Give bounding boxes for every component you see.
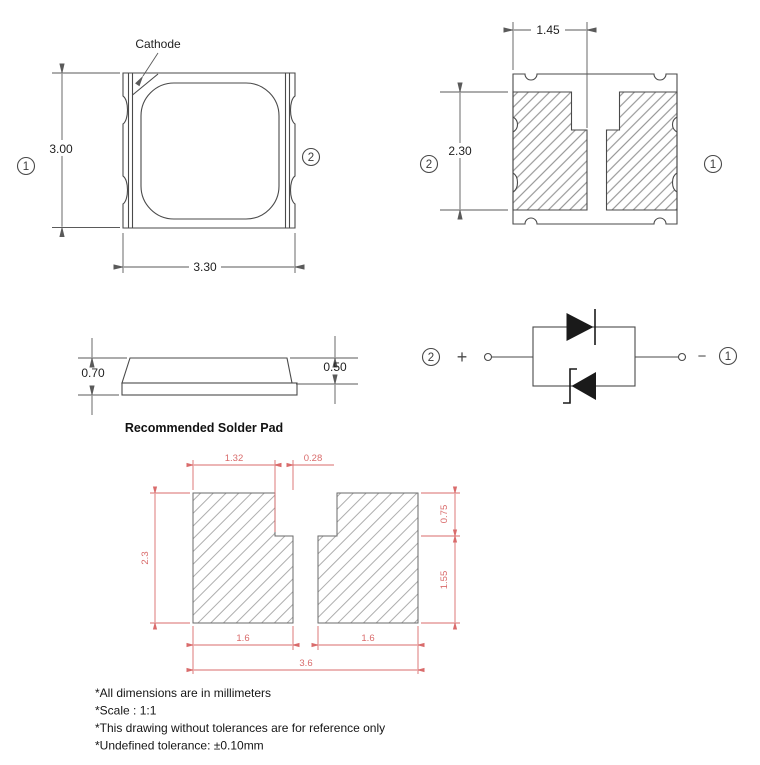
dim-1.45-label: 1.45 xyxy=(536,23,560,37)
dim-0.50-label: 0.50 xyxy=(323,360,347,374)
solder-pad-right xyxy=(318,493,418,623)
dim-2.30-label: 2.30 xyxy=(448,144,472,158)
bottom-terminal-2-digit: 2 xyxy=(425,159,433,171)
solder-pad-left xyxy=(193,493,293,623)
note-line-3: *This drawing without tolerances are for reference only xyxy=(95,721,386,735)
dim-1.32-label: 1.32 xyxy=(224,453,244,464)
bottom-view xyxy=(421,22,722,224)
minus-sign: − xyxy=(697,348,707,365)
terminal-1-digit: 1 xyxy=(22,161,30,173)
dim-3.00-label: 3.00 xyxy=(49,142,73,156)
circuit-terminal-2-digit: 2 xyxy=(427,352,435,364)
note-line-1: *All dimensions are in millimeters xyxy=(95,686,272,700)
notes-block xyxy=(95,686,385,753)
dim-0.70-label: 0.70 xyxy=(81,366,105,380)
solder-pad-title: Recommended Solder Pad xyxy=(124,421,284,435)
terminal-node-left xyxy=(485,354,492,361)
dimension-2.30 xyxy=(440,92,508,210)
dimension-0.50 xyxy=(323,336,347,404)
dimension-1.55 xyxy=(421,537,460,623)
circuit-diagram xyxy=(423,309,737,403)
dimension-width-3.30 xyxy=(123,233,295,274)
terminal-2-badge xyxy=(303,149,320,166)
parallel-branch-box xyxy=(533,327,635,386)
side-view xyxy=(78,336,358,435)
solder-pad-layout xyxy=(140,453,460,674)
side-base xyxy=(122,383,297,395)
dim-1.55-label: 1.55 xyxy=(439,570,450,590)
plus-sign: + xyxy=(456,347,468,367)
led-diode-icon xyxy=(567,309,596,345)
cathode-label: Cathode xyxy=(135,37,181,51)
dimension-0.70 xyxy=(81,338,105,415)
circuit-terminal-2-badge xyxy=(423,349,440,366)
circuit-terminal-1-digit: 1 xyxy=(724,351,732,363)
bottom-terminal-1-digit: 1 xyxy=(709,159,717,171)
dimension-2.3 xyxy=(140,493,190,623)
side-body xyxy=(122,358,292,383)
dim-0.75-label: 0.75 xyxy=(439,504,450,524)
top-view xyxy=(18,37,320,274)
note-line-2: *Scale : 1:1 xyxy=(95,703,157,718)
note-line-4: *Undefined tolerance: ±0.10mm xyxy=(95,738,264,753)
dimension-0.75 xyxy=(421,493,460,536)
dim-1.6-right-label: 1.6 xyxy=(361,633,375,644)
package-outline xyxy=(123,73,295,228)
dimension-1.6-left xyxy=(193,626,293,674)
terminal-node-right xyxy=(679,354,686,361)
terminal-2-digit: 2 xyxy=(307,152,315,164)
circuit-terminal-1-badge xyxy=(720,348,737,365)
dimension-0.28 xyxy=(267,453,334,490)
dimension-1.6-right xyxy=(318,626,418,674)
bottom-terminal-1-badge xyxy=(705,156,722,173)
dimension-3.6 xyxy=(194,658,417,670)
dim-2.3-label: 2.3 xyxy=(140,551,151,565)
dimension-height-3.00 xyxy=(45,73,120,228)
bottom-terminal-2-badge xyxy=(421,156,438,173)
dim-0.28-label: 0.28 xyxy=(303,453,323,464)
dim-3.6-label: 3.6 xyxy=(299,658,313,669)
dim-3.30-label: 3.30 xyxy=(193,260,217,274)
terminal-1-badge xyxy=(18,158,35,175)
dim-1.6-left-label: 1.6 xyxy=(236,633,250,644)
